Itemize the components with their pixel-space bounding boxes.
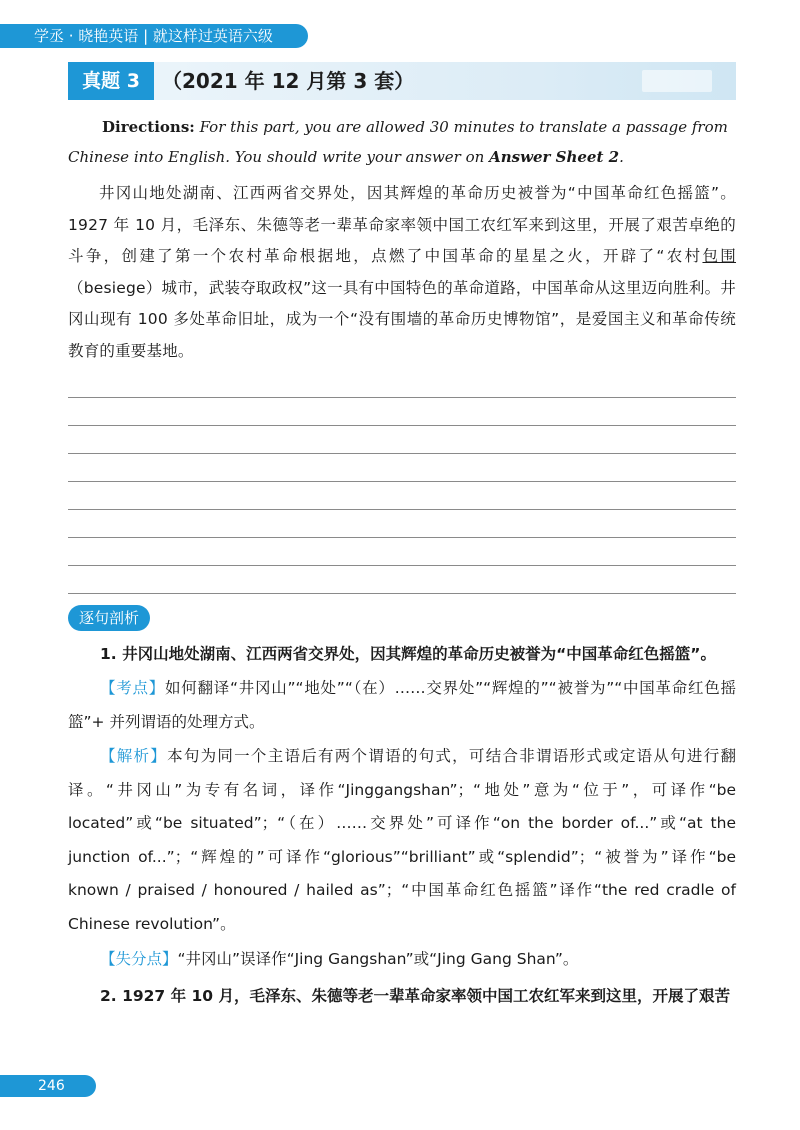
- answer-line[interactable]: [68, 425, 736, 426]
- test-point-paragraph: [68, 672, 736, 739]
- sentence-1-heading: 1. 井冈山地处湖南、江西两省交界处，因其辉煌的革命历史被誉为“中国革命红色摇篮”。: [100, 645, 716, 663]
- title-bar-decoration: [642, 70, 712, 92]
- exam-label: 真题 3: [68, 62, 154, 100]
- answer-line[interactable]: [68, 537, 736, 538]
- test-point-tag: 【考点】: [100, 679, 165, 697]
- common-error-tag: 【失分点】: [100, 950, 178, 968]
- passage-underlined-word: 包围: [702, 247, 737, 266]
- answer-line[interactable]: [68, 593, 736, 594]
- directions-label: Directions:: [102, 118, 195, 136]
- common-error-paragraph: [68, 943, 736, 977]
- passage-part-1: 井冈山地处湖南、江西两省交界处，因其辉煌的革命历史被誉为“中国革命红色摇篮”。1927 年 10 月，毛泽东、朱德等老一辈革命家率领中国工农红军来到这里，开展了艰苦卓绝的斗争，创建了第一个农村革命根据地，点燃了中国革命的星星之火，开辟了“农村: [68, 184, 736, 266]
- explanation-paragraph: [68, 740, 736, 941]
- directions-end: .: [619, 148, 624, 166]
- exam-date: （2021 年 12 月第 3 套）: [162, 69, 415, 93]
- passage-part-2: （besiege）城市，武装夺取政权”这一具有中国特色的革命道路，中国革命从这里迈向胜利。井冈山现有 100 多处革命旧址，成为一个“没有围墙的革命历史博物馆”，是爱国主义和革命传统教育的重要基地。: [68, 278, 736, 360]
- answer-sheet-ref: Answer Sheet 2: [489, 148, 620, 166]
- section-label-analysis: 逐句剖析: [68, 605, 150, 631]
- explanation-text: 本句为同一个主语后有两个谓语的句式，可结合非谓语形式或定语从句进行翻译。“井冈山”为专有名词，译作“Jinggangshan”；“地处”意为“位于”，可译作“be located”或“be situated”；“（在）……交界处”可译作“on the border of...”或“at the junction of...”；“辉煌的”可译作“glorious”“brilliant”或“splendid”；“被誉为”译作“be known / praised / honoured / hailed as”；“中国革命红色摇篮”译作“the red cradle of Chinese revolution”。: [68, 747, 736, 933]
- directions: [68, 112, 736, 172]
- answer-line[interactable]: [68, 481, 736, 482]
- common-error-text: “井冈山”误译作“Jing Gangshan”或“Jing Gang Shan”。: [177, 950, 579, 968]
- directions-text: For this part, you are allowed 30 minutes to translate a passage from Chinese into English. You should write your answer on: [68, 118, 728, 166]
- chinese-passage: [68, 178, 736, 368]
- answer-line[interactable]: [68, 565, 736, 566]
- sentence-2-heading: 2. 1927 年 10 月，毛泽东、朱德等老一辈革命家率领中国工农红军来到这里，开展了艰苦: [100, 987, 730, 1005]
- answer-line[interactable]: [68, 509, 736, 510]
- book-series-banner: 学丞 · 晓艳英语 | 就这样过英语六级: [0, 24, 308, 48]
- answer-line[interactable]: [68, 397, 736, 398]
- explanation-tag: 【解析】: [100, 747, 168, 765]
- page-number: 246: [0, 1075, 96, 1097]
- test-point-text: 如何翻译“井冈山”“地处”“（在）……交界处”“辉煌的”“被誉为”“中国革命红色摇篮”+ 并列谓语的处理方式。: [68, 679, 736, 731]
- answer-line[interactable]: [68, 453, 736, 454]
